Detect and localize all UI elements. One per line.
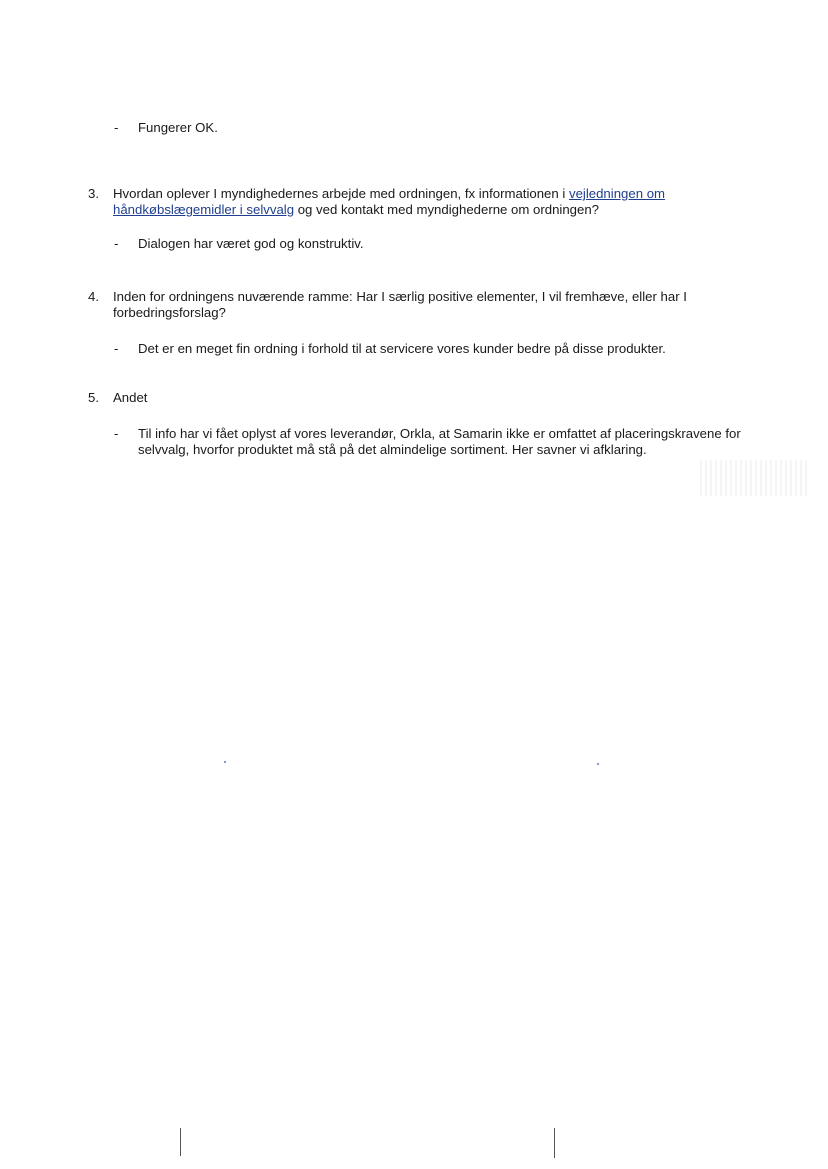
question-number: 4. [88, 289, 99, 304]
scan-artifact [554, 1128, 555, 1158]
bullet-dash: - [114, 120, 119, 135]
scan-artifact [224, 761, 226, 763]
question-number: 3. [88, 186, 99, 201]
bullet-dash: - [114, 236, 119, 251]
bullet-dash: - [114, 341, 119, 356]
bullet-text: Det er en meget fin ordning i forhold til at servicere vores kunder bedre på disse produkter. [138, 341, 666, 356]
bullet-text: Dialogen har været god og konstruktiv. [138, 236, 364, 251]
question-text-start: Hvordan oplever I myndighedernes arbejde med ordningen, fx informationen i [113, 186, 569, 201]
bullet-text: Fungerer OK. [138, 120, 218, 135]
question-text [113, 186, 773, 218]
scan-artifact [700, 460, 810, 496]
scan-artifact [597, 763, 599, 765]
bullet-dash: - [114, 426, 119, 441]
guidance-link[interactable]: vejledningen om håndkøbslægemidler i selvvalg [113, 186, 666, 217]
question-text: Andet [113, 390, 148, 405]
bullet-text: Til info har vi fået oplyst af vores leverandør, Orkla, at Samarin ikke er omfattet af placeringskravene for selvvalg, hvorfor produktet må stå på det almindelige sortiment. Her savner vi afklaring. [138, 426, 741, 457]
scan-artifact [180, 1128, 181, 1156]
question-text: Inden for ordningens nuværende ramme: Har I særlig positive elementer, I vil fremhæve, eller har I forbedringsforslag? [113, 289, 687, 320]
question-number: 5. [88, 390, 99, 405]
question-text-end: og ved kontakt med myndighederne om ordningen? [294, 202, 600, 217]
